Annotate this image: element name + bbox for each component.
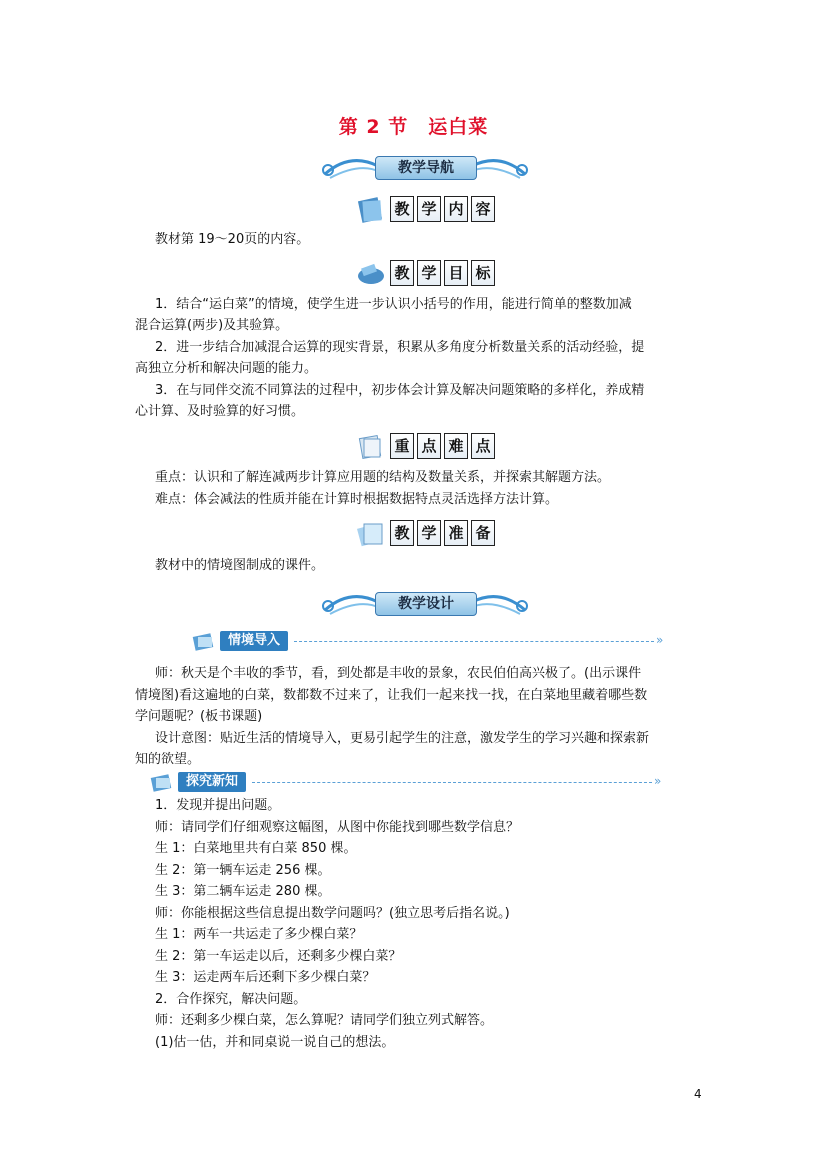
book-icon [356, 196, 386, 224]
intro-line: 情境图)看这遍地的白菜，数都数不过来了，让我们一起来找一找，在白菜地里藏着哪些数 [135, 688, 648, 703]
explore-line: 生 3：运走两车后还剩下多少棵白菜？ [155, 970, 376, 985]
design-intent-line: 设计意图：贴近生活的情境导入，更易引起学生的注意，激发学生的学习兴趣和探索新 [155, 731, 650, 746]
dashed-divider [252, 782, 652, 783]
explore-line: 师：还剩多少棵白菜，怎么算呢？请同学们独立列式解答。 [155, 1013, 494, 1028]
explore-line: 师：请同学们仔细观察这幅图，从图中你能找到哪些数学信息？ [155, 820, 520, 835]
section-char: 准 [444, 520, 468, 546]
section-char: 学 [417, 520, 441, 546]
section-char: 目 [444, 260, 468, 286]
section-char: 教 [390, 520, 414, 546]
dashed-divider [294, 641, 654, 642]
section-char: 点 [471, 433, 495, 459]
section-char: 难 [444, 433, 468, 459]
goal-line: 3．在与同伴交流不同算法的过程中，初步体会计算及解决问题策略的多样化，养成精 [155, 383, 645, 398]
explore-line: 生 2：第一车运走以后，还剩多少棵白菜？ [155, 949, 402, 964]
subsection-label: 情境导入 [220, 631, 288, 651]
explore-line: 生 1：两车一共运走了多少棵白菜？ [155, 927, 363, 942]
banner-teaching-guide [320, 148, 530, 186]
page-number: 4 [694, 1087, 702, 1101]
section-char: 备 [471, 520, 495, 546]
intro-line: 学问题呢？(板书课题) [135, 709, 263, 724]
page-title: 第 2 节 运白菜 [338, 116, 489, 138]
difficulty-line: 难点：体会减法的性质并能在计算时根据数据特点灵活选择方法计算。 [155, 492, 559, 507]
banner-teaching-design [320, 584, 530, 622]
explore-line: 生 1：白菜地里共有白菜 850 棵。 [155, 841, 357, 856]
goal-line: 1．结合“运白菜”的情境，使学生进一步认识小括号的作用，能进行简单的整数加减 [155, 297, 632, 312]
notes-icon [356, 433, 386, 461]
subsection-header-explore [150, 772, 670, 794]
screen-icon [150, 772, 176, 794]
section-char: 教 [390, 260, 414, 286]
books-icon [356, 260, 386, 288]
explore-line: 生 2：第一辆车运走 256 棵。 [155, 863, 331, 878]
section-char: 学 [417, 260, 441, 286]
section-char: 标 [471, 260, 495, 286]
goal-line: 2．进一步结合加减混合运算的现实背景，积累从多角度分析数量关系的活动经验，提 [155, 340, 645, 355]
banner-label: 教学导航 [375, 156, 477, 180]
explore-line: (1)估一估，并和同桌说一说自己的想法。 [155, 1035, 395, 1050]
section-char: 内 [444, 196, 468, 222]
subsection-label: 探究新知 [178, 772, 246, 792]
explore-line: 1．发现并提出问题。 [155, 798, 281, 813]
section-char: 容 [471, 196, 495, 222]
banner-label: 教学设计 [375, 592, 477, 616]
goal-line: 混合运算(两步)及其验算。 [135, 318, 289, 333]
subsection-header-intro [192, 631, 672, 653]
intro-line: 师：秋天是个丰收的季节，看，到处都是丰收的景象，农民伯伯高兴极了。(出示课件 [155, 666, 642, 681]
design-intent-line: 知的欲望。 [135, 752, 201, 767]
explore-line: 2．合作探究，解决问题。 [155, 992, 307, 1007]
explore-line: 生 3：第二辆车运走 280 棵。 [155, 884, 331, 899]
explore-line: 师：你能根据这些信息提出数学问题吗？(独立思考后指名说。) [155, 906, 510, 921]
section-char: 点 [417, 433, 441, 459]
goal-line: 高独立分析和解决问题的能力。 [135, 361, 318, 376]
screen-icon [192, 631, 218, 653]
prep-text: 教材中的情境图制成的课件。 [155, 558, 325, 573]
paper-icon [356, 520, 386, 548]
section-char: 学 [417, 196, 441, 222]
section-char: 教 [390, 196, 414, 222]
content-text: 教材第 19～20页的内容。 [155, 232, 310, 247]
arrow-icon: » [656, 633, 664, 647]
section-char: 重 [390, 433, 414, 459]
arrow-icon: » [654, 774, 662, 788]
key-point-line: 重点：认识和了解连减两步计算应用题的结构及数量关系，并探索其解题方法。 [155, 470, 611, 485]
goal-line: 心计算、及时验算的好习惯。 [135, 404, 305, 419]
